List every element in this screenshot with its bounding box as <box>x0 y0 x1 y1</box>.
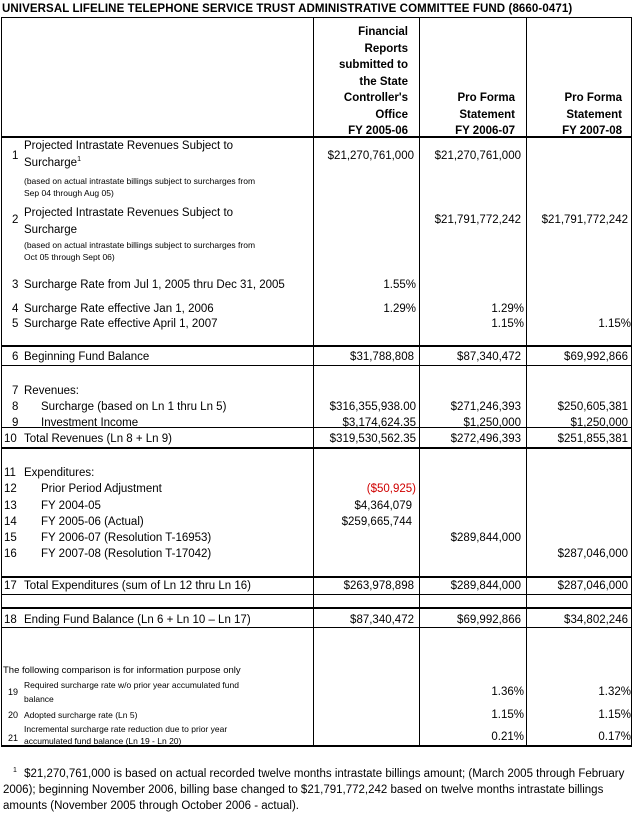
row-label: FY 2004-05 <box>41 500 101 512</box>
row-number: 4 <box>12 303 19 315</box>
row-number: 18 <box>4 614 17 626</box>
section-label: Revenues: <box>24 385 79 397</box>
row-number: 19 <box>8 687 19 697</box>
row-note: Sep 04 through Aug 05) <box>24 188 114 198</box>
column-header-fy2005-06: Financial Reports submitted to the State Controller's Office FY 2005-06 <box>339 26 408 137</box>
footnote-marker: 1 <box>13 767 17 775</box>
row-number: 16 <box>4 548 17 560</box>
footnote-marker: 1 <box>77 156 81 164</box>
cell-value-negative: ($50,925) <box>366 483 416 495</box>
cell-value: $87,340,472 <box>350 614 414 626</box>
cell-value: $87,340,472 <box>457 351 521 363</box>
cell-value: 1.15% <box>491 709 524 721</box>
cell-value: $250,605,381 <box>557 401 628 413</box>
page-title: UNIVERSAL LIFELINE TELEPHONE SERVICE TRUST ADMINISTRATIVE COMMITTEE FUND (8660-0471) <box>2 3 573 15</box>
row-rule <box>1 627 632 628</box>
cell-value: $271,246,393 <box>450 401 521 413</box>
row-note: Oct 05 through Sept 06) <box>24 252 115 262</box>
row-rule <box>1 365 632 366</box>
footnote <box>3 766 631 814</box>
section-label: Expenditures: <box>24 467 95 479</box>
row-number: 8 <box>12 401 19 413</box>
row-label: Total Revenues (Ln 8 + Ln 9) <box>24 433 172 445</box>
cell-value: $34,802,246 <box>564 614 628 626</box>
row-label: Ending Fund Balance (Ln 6 + Ln 10 – Ln 17) <box>24 614 251 626</box>
cell-value: $319,530,562.35 <box>329 433 416 445</box>
row-label: Total Expenditures (sum of Ln 12 thru Ln 16) <box>24 580 251 592</box>
cell-value: 1.29% <box>491 303 524 315</box>
row-label: accumulated fund balance (Ln 19 - Ln 20) <box>24 736 182 746</box>
row-label: Projected Intrastate Revenues Subject to <box>24 140 234 152</box>
cell-value: 0.17% <box>598 731 631 743</box>
row-number: 12 <box>4 483 17 495</box>
column-header-fy2007-08: Pro Forma Statement FY 2007-08 <box>562 92 622 137</box>
cell-value: $316,355,938.00 <box>329 401 416 413</box>
cell-value: 0.21% <box>491 731 524 743</box>
row-label: Projected Intrastate Revenues Subject to <box>24 207 234 219</box>
row-number: 2 <box>12 214 19 226</box>
row-label: Surcharge Rate from Jul 1, 2005 thru Dec 31, 2005 <box>24 279 285 291</box>
row-number: 20 <box>8 710 19 720</box>
cell-value: $289,844,000 <box>450 532 521 544</box>
cell-value: $1,250,000 <box>463 417 521 429</box>
row-label: Surcharge Rate effective Jan 1, 2006 <box>24 303 214 315</box>
row-number: 13 <box>4 500 17 512</box>
cell-value: $287,046,000 <box>557 580 628 592</box>
cell-value: $21,791,772,242 <box>541 214 628 226</box>
cell-value: $3,174,624.35 <box>342 417 416 429</box>
row-label: Incremental surcharge rate reduction due to prior year <box>24 724 228 734</box>
row-note: (based on actual intrastate billings subject to surcharges from <box>24 240 256 250</box>
row-label: Surcharge Rate effective April 1, 2007 <box>24 318 218 330</box>
row-label: Adopted surcharge rate (Ln 5) <box>24 710 138 720</box>
cell-value: $31,788,808 <box>350 351 414 363</box>
row-label: balance <box>24 694 54 704</box>
cell-value: $21,791,772,242 <box>434 214 521 226</box>
cell-value: $21,270,761,000 <box>327 150 414 162</box>
section-rule <box>1 576 632 578</box>
cell-value: $251,855,381 <box>557 433 628 445</box>
row-number: 6 <box>12 351 19 363</box>
section-rule <box>1 447 632 449</box>
cell-value: 1.32% <box>598 686 631 698</box>
section-rule <box>1 607 632 609</box>
section-rule <box>1 345 632 347</box>
cell-value: $259,665,744 <box>341 516 412 528</box>
footnote-text: $21,270,761,000 is based on actual recorded twelve months intrastate billings amount; (March 2005 through February 2006); beginning November 2006, billing base changed to $21,791,772,242 based on twelve months intrastate billings amounts (November 2005 through October 2006 - actual). <box>3 768 625 812</box>
column-header-fy2006-07: Pro Forma Statement FY 2006-07 <box>455 92 515 137</box>
row-number: 21 <box>8 733 19 743</box>
row-number: 5 <box>12 318 19 330</box>
cell-value: $21,270,761,000 <box>434 150 521 162</box>
row-number: 17 <box>4 580 17 592</box>
row-label: Surcharge$^1$ <box>24 156 81 169</box>
row-number: 11 <box>4 467 16 479</box>
cell-value: 1.29% <box>383 303 416 315</box>
row-number: 7 <box>12 385 19 397</box>
row-number: 15 <box>4 532 17 544</box>
row-label: FY 2007-08 (Resolution T-17042) <box>41 548 212 560</box>
row-label: Beginning Fund Balance <box>24 351 150 363</box>
cell-value: $1,250,000 <box>570 417 628 429</box>
cell-value: $272,496,393 <box>450 433 521 445</box>
row-note: (based on actual intrastate billings subject to surcharges from <box>24 176 256 186</box>
cell-value: $289,844,000 <box>450 580 521 592</box>
cell-value: $287,046,000 <box>557 548 628 560</box>
row-label: Investment Income <box>41 417 139 429</box>
row-label: Prior Period Adjustment <box>41 483 162 495</box>
row-number: 1 <box>12 150 19 162</box>
comparison-note: The following comparison is for information purpose only <box>3 665 241 676</box>
row-number: 9 <box>12 417 19 429</box>
row-number: 3 <box>12 279 19 291</box>
cell-value: 1.15% <box>598 709 631 721</box>
row-label: FY 2006-07 (Resolution T-16953) <box>41 532 212 544</box>
row-label: Surcharge (based on Ln 1 thru Ln 5) <box>41 401 227 413</box>
row-label: Surcharge <box>24 224 78 236</box>
cell-value: $263,978,898 <box>343 580 414 592</box>
row-rule <box>1 594 632 595</box>
cell-value: 1.15% <box>598 318 631 330</box>
row-number: 14 <box>4 516 17 528</box>
row-number: 10 <box>4 433 17 445</box>
cell-value: $69,992,866 <box>457 614 521 626</box>
cell-value: $4,364,079 <box>354 500 412 512</box>
cell-value: 1.36% <box>491 686 524 698</box>
row-label: FY 2005-06 (Actual) <box>41 516 144 528</box>
row-label: Required surcharge rate w/o prior year accumulated fund <box>24 680 239 690</box>
cell-value: $69,992,866 <box>564 351 628 363</box>
cell-value: 1.55% <box>383 279 416 291</box>
cell-value: 1.15% <box>491 318 524 330</box>
